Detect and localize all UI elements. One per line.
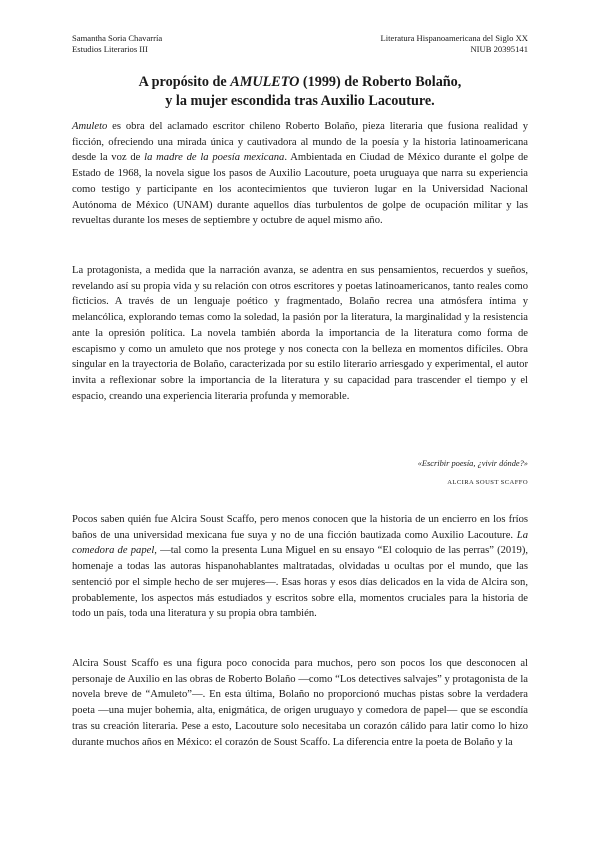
title-rest: (1999) de Roberto Bolaño,	[299, 74, 462, 90]
paragraph-1	[72, 119, 528, 229]
course-name: Estudios Literarios III	[72, 44, 148, 54]
student-id: NIUB 20395141	[470, 44, 528, 54]
header-right	[381, 33, 528, 55]
epigraph-author: ALCIRA SOUST SCAFFO	[447, 479, 528, 486]
paragraph-4: Alcira Soust Scaffo es una figura poco conocida para muchos, pero son pocos los que desconocen al personaje de Auxilio en las obras de Roberto Bolaño —como “Los detectives salvajes” y protagonista de la novela breve de “Amuleto”—. En esta última, Bolaño no proporcionó muchas pistas sobre la verdadera poeta —una mujer bohemia, alta, enigmática, de origen uruguayo y comedora de papel— que se escondía tras su creación literaria. Pese a esto, Lacouture solo necesitaba un corazón cálido para latir como lo hizo durante muchos años en México: el corazón de Soust Scaffo. La diferencia entre la poeta de Bolaño y la	[72, 658, 528, 748]
p3-text-b: , —tal como la presenta Luna Miguel en su ensayo “El coloquio de las perras” (2019), homenaje a todas las autoras hispanohablantes maltratadas, olvidadas u ocultas por el mundo, que las sentenció por el simple hecho de ser mujeres—. Esas horas y esos días delicados en la vida de Alcira son, probablemente, los aspectos más estudiados y escritos sobre ella, momentos cruciales para la historia de todo un país, toda una literatura y su propia obra también.	[72, 545, 528, 620]
p1-quote: la madre de la poesía mexicana	[144, 152, 285, 164]
p1-work-title: Amuleto	[72, 121, 108, 132]
subject-name: Literatura Hispanoamericana del Siglo XX	[380, 33, 528, 43]
header-left	[72, 33, 162, 55]
title-prefix: A propósito de	[138, 74, 231, 90]
title-line-1	[72, 73, 528, 92]
paragraph-3	[72, 512, 528, 622]
p1-text-b: . Ambientada en Ciudad de México durante el golpe de Estado de 1968, la novela sigue los pasos de Auxilio Lacouture, poeta uruguaya que narra su experiencia como testigo y participante en los acontecimientos que tuvieron lugar en la Universidad Nacional Autónoma de México (UNAM) durante aquellos días turbulentos de golpe de ocupación militar y las revueltas durante los meses de septiembre y octubre de aquel mismo año.	[72, 152, 528, 227]
p3-text-a: Pocos saben quién fue Alcira Soust Scaffo, pero menos conocen que la historia de un encierro en los fríos baños de una universidad mexicana fue suya y no de una ficción bautizada como Auxilio Lacouture.	[72, 514, 528, 541]
p3-book-title: La comedora de papel	[72, 529, 528, 557]
title-work: AMULETO	[230, 74, 300, 90]
author-name: Samantha Soria Chavarría	[72, 33, 163, 43]
epigraph-quote: «Escribir poesía, ¿vivir dónde?»	[417, 459, 528, 468]
essay-title	[72, 73, 528, 111]
p1-text-a: es obra del aclamado escritor chileno Roberto Bolaño, pieza literaria que fusiona realidad y ficción, ofreciendo una mirada única y cautivadora al mundo de la poesía y la historia latinoamericana desde la voz de	[72, 121, 528, 164]
title-line-2: y la mujer escondida tras Auxilio Lacouture.	[165, 93, 435, 109]
paragraph-2: La protagonista, a medida que la narración avanza, se adentra en sus pensamientos, recuerdos y sueños, revelando así su propia vida y su relación con otros escritores y poetas latinoamericanos, tanto reales como ficticios. A través de un lenguaje poético y fragmentado, Bolaño recrea una atmósfera íntima y melancólica, explorando temas como la soledad, la pasión por la literatura, la marginalidad y la resistencia ante la opresión política. La novela también aborda la importancia de la literatura como forma de escapismo y como un amuleto que nos protege y nos conecta con la belleza en momentos difíciles. Obra singular en la trayectoria de Bolaño, caracterizada por su estilo literario arriesgado y experimental, el autor invita a reflexionar sobre la importancia de la literatura y su capacidad para trascender el tiempo y el espacio, creando una experiencia literaria profunda y memorable.	[72, 265, 528, 402]
